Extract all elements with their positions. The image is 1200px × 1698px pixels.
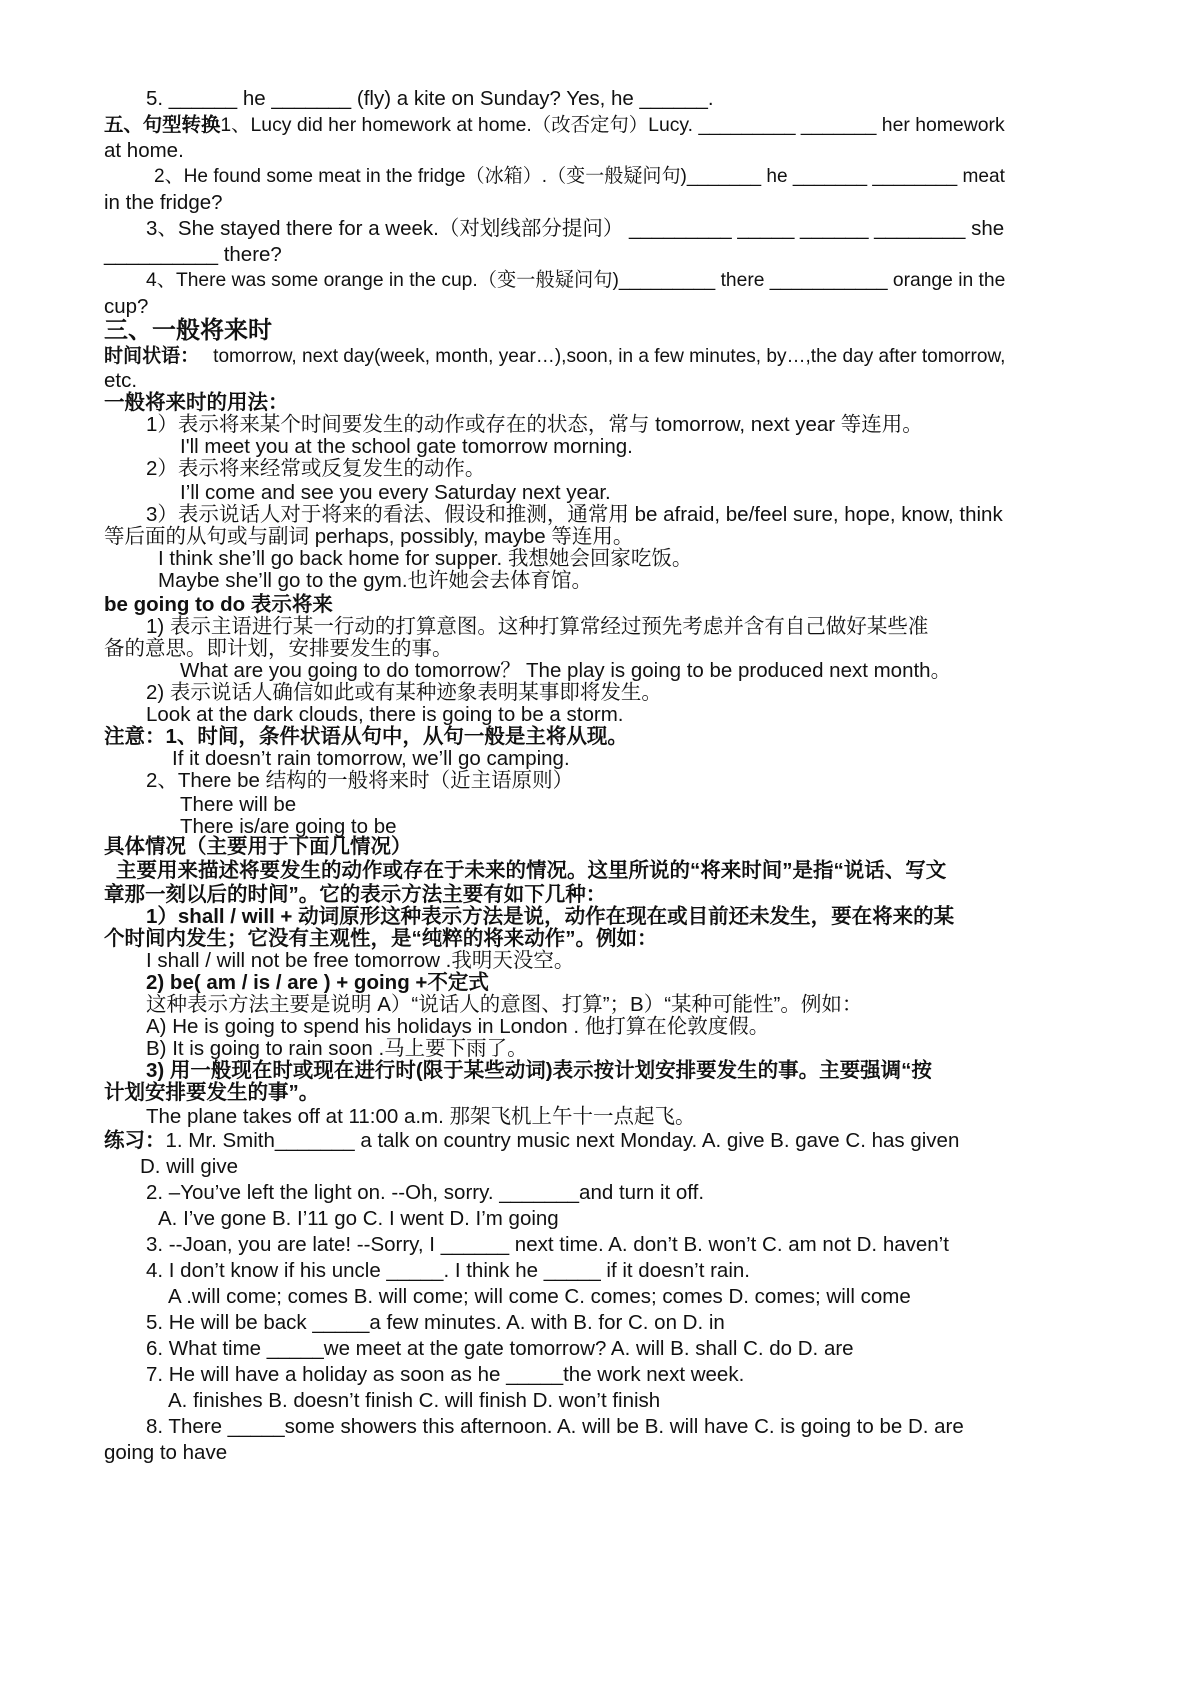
practice-question-1 [104,1128,959,1154]
transformation-question-3: 3、She stayed there for a week.（对划线部分提问） _________ _____ ______ ________ she [146,217,1005,240]
practice-question-7-options: A. finishes B. doesn’t finish C. will finish D. won’t finish [168,1389,661,1412]
practice-question-5: 5. He will be back _____a few minutes. A. with B. for C. on D. in [146,1311,725,1334]
form-3-example: The plane takes off at 11:00 a.m. 那架飞机上午十一点起飞。 [146,1105,696,1128]
time-adverbials-label: 时间状语： [104,346,200,367]
form-3-present-tense: 3) 用一般现在时或现在进行时(限于某些动词)表示按计划安排要发生的事。主要强调“按 [146,1059,932,1082]
practice-question-6: 6. What time _____we meet at the gate tomorrow? A. will B. shall C. do D. are [146,1337,854,1360]
usage-3-example-2: Maybe she’ll go to the gym.也许她会去体育馆。 [158,569,593,592]
form-3-present-tense-cont: 计划安排要发生的事”。 [104,1081,320,1104]
practice-question-4: 4. I don’t know if his uncle _____. I think he _____ if it doesn’t rain. [146,1259,750,1282]
be-going-to-meaning: 表示将来 [245,593,333,616]
note-1: 注意：1、时间，条件状语从句中，从句一般是主将从现。 [104,725,628,748]
be-going-to-usage-1-cont: 备的意思。即计划，安排要发生的事。 [104,637,453,660]
specific-cases-heading: 具体情况（主要用于下面几情况） [104,835,412,858]
practice-question-2: 2. –You’ve left the light on. --Oh, sorry. _______and turn it off. [146,1181,705,1204]
transformation-question-2-cont: in the fridge? [104,191,223,214]
exercise-5-line: 5. ______ he _______ (fly) a kite on Sunday? Yes, he ______. [146,87,714,110]
be-going-to-usage-1: 1) 表示主语进行某一行动的打算意图。这种打算常经过预先考虑并含有自己做好某些准 [146,615,929,638]
practice-question-7: 7. He will have a holiday as soon as he _____the work next week. [146,1363,745,1386]
practice-question-8-cont: going to have [104,1441,228,1464]
practice-question-3: 3. --Joan, you are late! --Sorry, I ______ next time. A. don’t B. won’t C. am not D. haven’t [146,1233,949,1256]
usage-1: 1）表示将来某个时间要发生的动作或存在的状态，常与 tomorrow, next year 等连用。 [146,413,923,436]
form-2-explanation: 这种表示方法主要是说明 A）“说话人的意图、打算”；B）“某种可能性”。例如： [146,993,863,1016]
transformation-question-2: 2、He found some meat in the fridge（冰箱）.（变一般疑问句)_______ he _______ ________ meat [154,166,1005,187]
be-going-to-usage-2-example: Look at the dark clouds, there is going to be a storm. [146,703,624,726]
form-1-example: I shall / will not be free tomorrow .我明天没空。 [146,949,575,972]
practice-question-1-text: 1. Mr. Smith_______ a talk on country music next Monday. A. give B. gave C. has given [165,1129,960,1152]
note-2-form-1: There will be [180,793,297,816]
practice-question-1-option-d: D. will give [140,1155,238,1178]
be-going-to-usage-2: 2) 表示说话人确信如此或有某种迹象表明某事即将发生。 [146,681,662,704]
usage-2: 2）表示将来经常或反复发生的动作。 [146,457,486,480]
usage-1-example: I'll meet you at the school gate tomorrow morning. [180,435,633,458]
form-1-shall-will: 1）shall / will + 动词原形这种表示方法是说，动作在现在或目前还未发生，要在将来的某 [146,905,955,928]
be-going-to-label: be going to do [104,593,246,616]
practice-question-8: 8. There _____some showers this afternoon. A. will be B. will have C. is going to be D. are [146,1415,964,1438]
usage-3-example-1: I think she’ll go back home for supper. 我想她会回家吃饭。 [158,547,693,570]
practice-label: 练习： [104,1129,166,1152]
time-adverbials-cont: etc. [104,369,138,392]
transformation-question-1: 1、Lucy did her homework at home.（改否定句）Lucy. _________ _______ her homework [220,114,1005,136]
note-2-form-2: There is/are going to be [180,815,397,838]
usage-3-cont: 等后面的从句或与副词 perhaps, possibly, maybe 等连用。 [104,525,634,548]
practice-question-4-options: A .will come; comes B. will come; will come C. comes; comes D. comes; will come [168,1285,911,1308]
form-2-example-b: B) It is going to rain soon .马上要下雨了。 [146,1037,528,1060]
specific-cases-intro-cont: 章那一刻以后的时间”。它的表示方法主要有如下几种： [104,883,607,906]
form-2-be-going-to: 2) be( am / is / are ) + going +不定式 [146,971,489,994]
transformation-question-4: 4、There was some orange in the cup.（变一般疑问句)_________ there ___________ orange in the [146,270,1006,291]
form-2-example-a: A) He is going to spend his holidays in London . 他打算在伦敦度假。 [146,1015,770,1038]
time-adverbials-list: tomorrow, next day(week, month, year…),soon, in a few minutes, by…,the day after tomorrow, [213,346,1006,367]
specific-cases-intro: 主要用来描述将要发生的动作或存在于未来的情况。这里所说的“将来时间”是指“说话、写文 [116,859,947,882]
transformation-question-4-cont: cup? [104,295,149,318]
transformation-question-3-cont: __________ there? [104,243,282,266]
usage-2-example: I’ll come and see you every Saturday next year. [180,481,611,504]
sentence-transformation-line-1 [104,112,1005,138]
usage-heading: 一般将来时的用法： [104,391,289,414]
be-going-to-usage-1-examples: What are you going to do tomorrow？ The play is going to be produced next month。 [180,659,952,682]
form-1-shall-will-cont: 个时间内发生；它没有主观性，是“纯粹的将来动作”。例如： [104,927,658,950]
section-heading-sentence-transformation: 五、句型转换 [104,114,221,136]
practice-question-2-options: A. I’ve gone B. I’11 go C. I went D. I’m going [158,1207,559,1230]
note-2: 2、There be 结构的一般将来时（近主语原则） [146,769,574,792]
note-1-example: If it doesn’t rain tomorrow, we’ll go camping. [172,747,570,770]
sentence-transformation-line-2: at home. [104,139,184,162]
time-adverbials-line [104,344,1005,370]
section-heading-future-tense: 三、一般将来时 [104,317,272,344]
usage-3: 3）表示说话人对于将来的看法、假设和推测，通常用 be afraid, be/feel sure, hope, know, think [146,503,1003,526]
